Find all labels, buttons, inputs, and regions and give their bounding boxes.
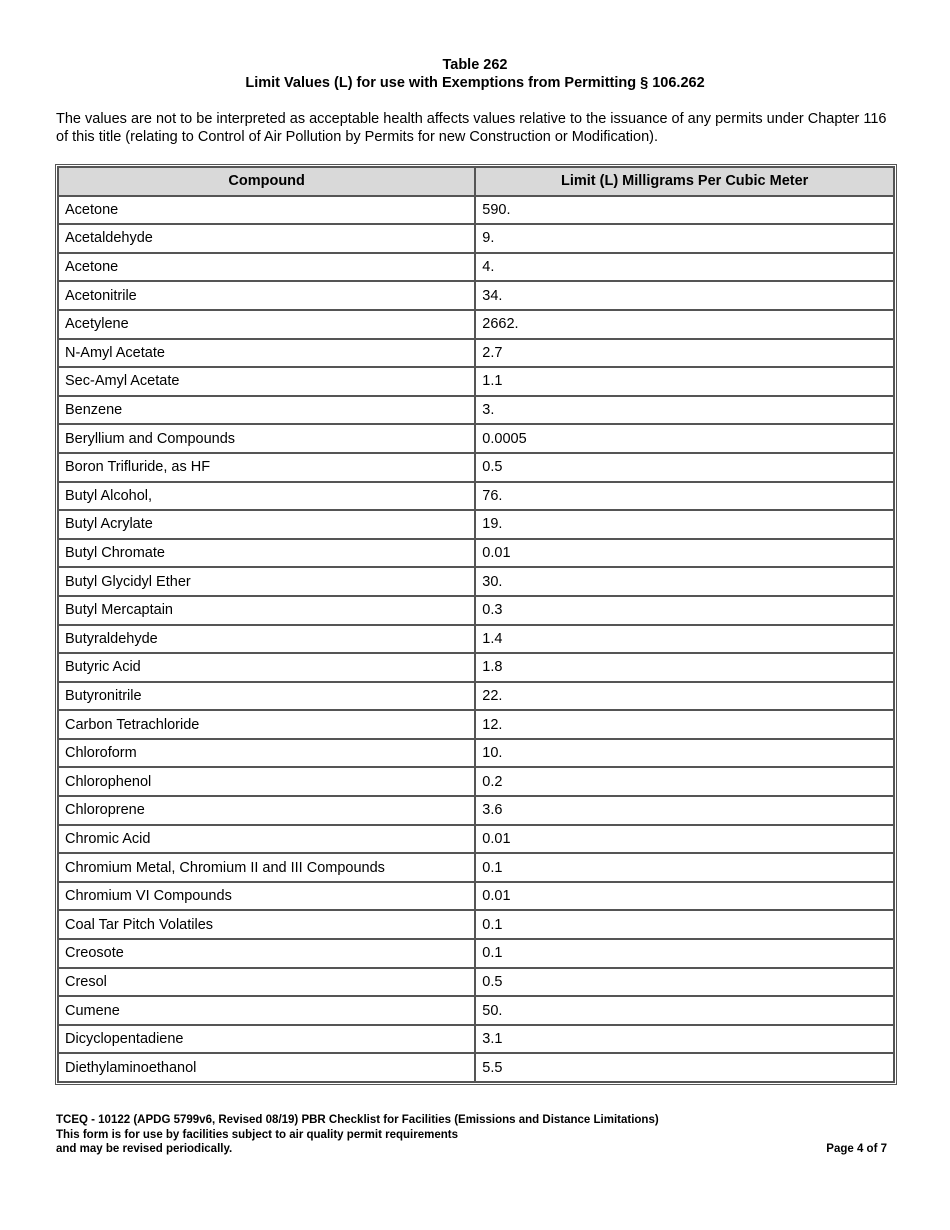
table-row — [58, 1025, 894, 1054]
limit-cell: 30. — [475, 567, 894, 596]
compound-cell: Acetylene — [58, 310, 475, 339]
table-row — [58, 539, 894, 568]
compound-cell: Butyl Acrylate — [58, 510, 475, 539]
limit-cell: 0.5 — [475, 968, 894, 997]
table-row — [58, 1053, 894, 1082]
footer-line-2: This form is for use by facilities subject to air quality permit requirements — [56, 1128, 458, 1141]
compound-cell: Chlorophenol — [58, 767, 475, 796]
table-row — [58, 710, 894, 739]
limit-cell: 0.5 — [475, 453, 894, 482]
table-row — [58, 653, 894, 682]
compound-cell: Chloroform — [58, 739, 475, 768]
table-row — [58, 310, 894, 339]
table-body — [58, 196, 894, 1082]
limit-cell: 9. — [475, 224, 894, 253]
table-row — [58, 939, 894, 968]
intro-paragraph: The values are not to be interpreted as acceptable health affects values relative to the issuance of any permits under Chapter 116 of this title (relating to Control of Air Pollution by Permits for new Construction or Modification). — [56, 111, 887, 145]
document-title — [0, 56, 950, 92]
table-row — [58, 424, 894, 453]
compound-cell: Chromic Acid — [58, 825, 475, 854]
limit-cell: 0.01 — [475, 882, 894, 911]
compound-cell: Boron Trifluride, as HF — [58, 453, 475, 482]
limit-cell: 0.0005 — [475, 424, 894, 453]
compound-cell: Diethylaminoethanol — [58, 1053, 475, 1082]
compound-cell: Cresol — [58, 968, 475, 997]
limit-cell: 0.1 — [475, 939, 894, 968]
table-row — [58, 682, 894, 711]
footer-line-3: and may be revised periodically. — [56, 1143, 233, 1155]
table-row — [58, 196, 894, 225]
table-row — [58, 596, 894, 625]
table-row — [58, 796, 894, 825]
table-row — [58, 482, 894, 511]
compound-cell: Butyl Alcohol, — [58, 482, 475, 511]
limit-cell: 4. — [475, 253, 894, 282]
limit-cell: 3.1 — [475, 1025, 894, 1054]
limit-cell: 2.7 — [475, 339, 894, 368]
table-row — [58, 853, 894, 882]
table-title: Limit Values (L) for use with Exemptions from Permitting § 106.262 — [245, 75, 705, 91]
table-header-row — [58, 167, 894, 196]
limit-cell: 590. — [475, 196, 894, 225]
limit-cell: 2662. — [475, 310, 894, 339]
limit-cell: 34. — [475, 281, 894, 310]
compound-cell: Carbon Tetrachloride — [58, 710, 475, 739]
table-row — [58, 996, 894, 1025]
limit-values-table — [55, 164, 897, 1085]
table-row — [58, 253, 894, 282]
limit-cell: 0.01 — [475, 539, 894, 568]
table-row — [58, 767, 894, 796]
limit-cell: 50. — [475, 996, 894, 1025]
table-row — [58, 825, 894, 854]
compound-cell: Acetaldehyde — [58, 224, 475, 253]
table-row — [58, 968, 894, 997]
table-row — [58, 567, 894, 596]
limit-cell: 3.6 — [475, 796, 894, 825]
compound-cell: Cumene — [58, 996, 475, 1025]
table-row — [58, 281, 894, 310]
compound-cell: Butyl Chromate — [58, 539, 475, 568]
compound-cell: Chromium Metal, Chromium II and III Compounds — [58, 853, 475, 882]
compound-cell: Dicyclopentadiene — [58, 1025, 475, 1054]
limit-cell: 0.3 — [475, 596, 894, 625]
compound-cell: Acetone — [58, 196, 475, 225]
limit-cell: 0.1 — [475, 910, 894, 939]
footer-form-info — [56, 1113, 659, 1157]
limit-cell: 1.1 — [475, 367, 894, 396]
column-header-limit: Limit (L) Milligrams Per Cubic Meter — [475, 167, 894, 196]
table-row — [58, 224, 894, 253]
limit-cell: 22. — [475, 682, 894, 711]
limit-cell: 76. — [475, 482, 894, 511]
compound-cell: Butyraldehyde — [58, 625, 475, 654]
table-row — [58, 396, 894, 425]
table-row — [58, 339, 894, 368]
table-row — [58, 625, 894, 654]
compound-cell: Butyronitrile — [58, 682, 475, 711]
compound-cell: Creosote — [58, 939, 475, 968]
page-number: Page 4 of 7 — [826, 1143, 887, 1155]
limit-cell: 0.1 — [475, 853, 894, 882]
compound-cell: Benzene — [58, 396, 475, 425]
limit-cell: 5.5 — [475, 1053, 894, 1082]
limit-cell: 3. — [475, 396, 894, 425]
limit-cell: 10. — [475, 739, 894, 768]
compound-cell: Acetone — [58, 253, 475, 282]
table-row — [58, 739, 894, 768]
compound-cell: Beryllium and Compounds — [58, 424, 475, 453]
compound-cell: Butyric Acid — [58, 653, 475, 682]
table-row — [58, 510, 894, 539]
table-row — [58, 367, 894, 396]
limit-cell: 12. — [475, 710, 894, 739]
compound-cell: Chromium VI Compounds — [58, 882, 475, 911]
limit-cell: 0.2 — [475, 767, 894, 796]
table-row — [58, 453, 894, 482]
limit-cell: 19. — [475, 510, 894, 539]
compound-cell: Coal Tar Pitch Volatiles — [58, 910, 475, 939]
compound-cell: Acetonitrile — [58, 281, 475, 310]
footer-line-1: TCEQ - 10122 (APDG 5799v6, Revised 08/19) PBR Checklist for Facilities (Emissions and Distance Limitations) — [56, 1114, 659, 1126]
limit-cell: 1.4 — [475, 625, 894, 654]
column-header-compound: Compound — [58, 167, 475, 196]
compound-cell: Chloroprene — [58, 796, 475, 825]
limit-cell: 0.01 — [475, 825, 894, 854]
compound-cell: Butyl Mercaptain — [58, 596, 475, 625]
table-row — [58, 910, 894, 939]
table-row — [58, 882, 894, 911]
compound-cell: Sec-Amyl Acetate — [58, 367, 475, 396]
limit-cell: 1.8 — [475, 653, 894, 682]
compound-cell: N-Amyl Acetate — [58, 339, 475, 368]
compound-cell: Butyl Glycidyl Ether — [58, 567, 475, 596]
table-number: Table 262 — [442, 57, 508, 73]
